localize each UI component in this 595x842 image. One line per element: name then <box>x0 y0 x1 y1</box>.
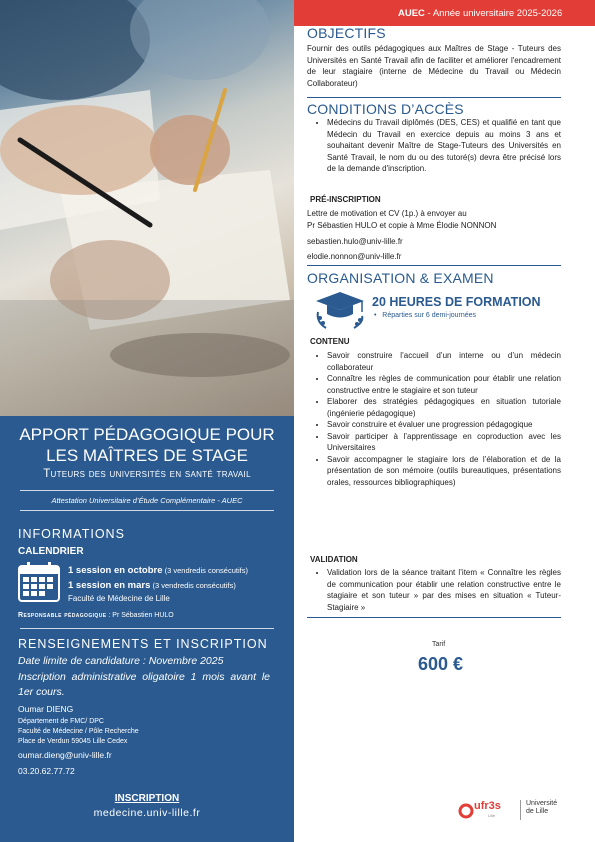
renseignements-heading: RENSEIGNEMENTS ET INSCRIPTION <box>18 637 268 651</box>
session-october-note: (3 vendredis consécutifs) <box>162 566 248 575</box>
contact-phone: 03.20.62.77.72 <box>18 766 75 776</box>
email-hulo[interactable]: sebastien.hulo@univ-lille.fr <box>307 237 403 246</box>
validation-list <box>307 567 561 613</box>
calendrier-heading: CALENDRIER <box>18 546 84 557</box>
validation-heading: VALIDATION <box>310 555 358 564</box>
contenu-list <box>307 350 561 488</box>
hero-photo <box>0 0 294 416</box>
preinscription-line-2: Pr Sébastien HULO et copie à Mme Élodie NONNON <box>307 221 497 230</box>
divider <box>20 490 274 491</box>
univ-lille-logo <box>526 800 557 816</box>
location: Faculté de Médecine de Lille <box>68 594 170 603</box>
header-bar <box>294 0 595 26</box>
date-limite: Date limite de candidature : Novembre 2025 <box>18 655 224 667</box>
validation-item: • Validation lors de la séance traitant l’item « Connaître les règles de communication pour établir une relation constructive entre le stagiaire et son tuteur » par des mises en situation « Tuteur-Stagiaire » <box>327 567 561 613</box>
contact-email[interactable]: oumar.dieng@univ-lille.fr <box>18 750 112 760</box>
informations-heading: INFORMATIONS <box>18 527 125 541</box>
tarif-value: 600 € <box>418 654 464 674</box>
hours-detail-text: Réparties sur 6 demi-journées <box>382 312 477 319</box>
inscription-link[interactable]: INSCRIPTION <box>114 793 180 804</box>
program-title-line-1: APPORT PÉDAGOGIQUE POUR <box>19 425 275 444</box>
conditions-item: • Médecins du Travail diplômés (DES, CES) et qualifié en tant que Médecin du Travail en exercice depuis au moins 3 ans et souhaitant devenir Maître de Stage-Tuteurs des Universités en Santé Travail, le nom du ou des tutoré(s) devra être précisé lors de la demande d'inscription. <box>327 117 561 175</box>
session-october-label: 1 session en octobre <box>68 565 163 576</box>
divider <box>307 617 561 618</box>
divider <box>20 510 274 511</box>
program-title <box>0 424 294 466</box>
hero-illustration <box>0 0 294 416</box>
contact-faculty: Faculté de Médecine / Pôle Recherche <box>18 728 139 735</box>
inscription-url[interactable]: medecine.univ-lille.fr <box>93 807 201 819</box>
inscription-admin: Inscription administrative oligatoire 1 mois avant le 1er cours. <box>18 671 270 698</box>
conditions-heading: CONDITIONS D’ACCÈS <box>307 101 464 117</box>
graduation-cap-icon <box>312 290 368 330</box>
responsable-label: Responsable pédagogique <box>18 612 107 619</box>
contenu-item: • Elaborer des stratégies pédagogiques en situation tutoriale (ingénierie pédagogique) <box>327 396 561 419</box>
contenu-item: • Savoir accompagner le stagiaire lors de l’élaboration et de la présentation de son mémoire (outils bureautiques, présentations orales, ressources bibliographiques) <box>327 454 561 489</box>
contenu-item: • Savoir construire et évaluer une progression pédagogique <box>327 419 561 431</box>
ufr3s-logo: ufr3s <box>474 800 501 812</box>
contenu-heading: CONTENU <box>310 337 350 346</box>
program-title-line-2: LES MAÎTRES DE STAGE <box>46 446 248 465</box>
header-brand: AUEC <box>398 8 425 19</box>
email-nonnon[interactable]: elodie.nonnon@univ-lille.fr <box>307 252 402 261</box>
session-october <box>68 565 248 576</box>
contenu-item: • Savoir participer à l’apprentissage en coproduction avec les Universitaires <box>327 431 561 454</box>
univ-lille-logo-line-2: de Lille <box>526 808 549 815</box>
calendar-icon <box>18 562 60 602</box>
responsable-name: : Pr Sébastien HULO <box>106 612 174 619</box>
contact-name: Oumar DIENG <box>18 704 74 714</box>
organisation-heading: ORGANISATION & EXAMEN <box>307 270 494 286</box>
tarif-label: Tarif <box>432 641 446 648</box>
divider <box>307 97 561 98</box>
objectifs-text: Fournir des outils pédagogiques aux Maîtres de Stage - Tuteurs des Universités en Santé Travail afin de faciliter et améliorer l'encadrement de leur stagiaire (interne de Médecine du Travail ou Médecin Collaborateur) <box>307 44 561 88</box>
contenu-item: • Savoir construire l’accueil d’un interne ou d’un médecin collaborateur <box>327 350 561 373</box>
attestation-text: Attestation Universitaire d’Étude Complémentaire - AUEC <box>51 496 243 505</box>
divider <box>20 628 274 629</box>
preinscription-line-1: Lettre de motivation et CV (1p.) à envoyer au <box>307 209 467 218</box>
objectifs-heading: OBJECTIFS <box>307 25 386 41</box>
session-march-label: 1 session en mars <box>68 580 151 591</box>
program-subtitle: Tuteurs des universités en santé travail <box>43 468 251 480</box>
session-march-note: (3 vendredis consécutifs) <box>150 581 236 590</box>
ufr3s-logo-sub: Lille <box>488 813 496 818</box>
contenu-item: • Connaître les règles de communication pour établir une relation constructive entre le stagiaire et son tuteur <box>327 373 561 396</box>
logo-divider <box>520 800 521 820</box>
contact-address: Place de Verdun 59045 Lille Cedex <box>18 738 128 745</box>
logos <box>458 800 568 827</box>
responsable <box>18 612 174 619</box>
univ-lille-logo-line-1: Université <box>526 800 558 807</box>
divider <box>307 265 561 266</box>
hours-detail: • Réparties sur 6 demi-journées <box>374 312 477 319</box>
left-info-panel <box>0 416 294 842</box>
conditions-list <box>307 117 561 175</box>
header-year: - Année universitaire 2025-2026 <box>424 8 563 19</box>
hours-heading: 20 HEURES DE FORMATION <box>372 295 541 309</box>
contact-dept: Département de FMC/ DPC <box>18 718 104 725</box>
preinscription-heading: PRÉ-INSCRIPTION <box>310 195 381 204</box>
session-march <box>68 580 236 591</box>
